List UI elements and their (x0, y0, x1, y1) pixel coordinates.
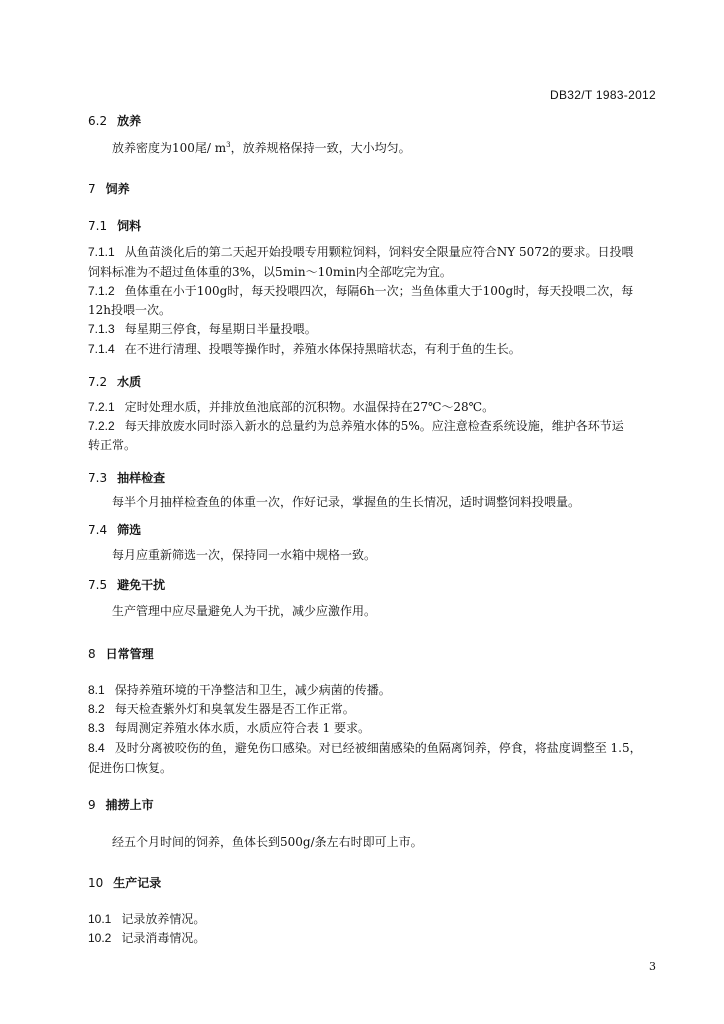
clause-number: 7.1.1 (88, 245, 115, 259)
section-title: 饲养 (105, 182, 130, 196)
paragraph-7-4: 每月应重新筛选一次，保持同一水箱中规格一致。 (112, 548, 377, 562)
clause-10-1 (88, 909, 658, 929)
clause-7-2-2-line1 (88, 416, 658, 436)
clause-number: 7.1.3 (88, 322, 115, 336)
section-title: 筛选 (117, 523, 142, 537)
clause-number: 7.1.4 (88, 342, 115, 356)
section-heading-7-4 (88, 521, 141, 538)
clause-text: 每周测定养殖水体水质，水质应符合表 1 要求。 (114, 721, 370, 735)
clause-8-2 (88, 699, 658, 719)
clause-text: 每星期三停食，每星期日半量投喂。 (124, 322, 317, 336)
section-number: 7.1 (88, 219, 108, 233)
clause-text: 及时分离被咬伤的鱼，避免伤口感染。对已经被细菌感染的鱼隔离饲养，停食，将盐度调整至 1.5， (114, 741, 642, 755)
clause-number: 7.2.2 (88, 419, 115, 433)
section-title: 捕捞上市 (105, 798, 154, 812)
section-number: 7.5 (88, 578, 108, 592)
clause-7-1-1-line1 (88, 242, 658, 262)
section-heading-7-3 (88, 469, 165, 486)
paragraph-text: ，放养规格保持一致，大小均匀。 (230, 141, 411, 155)
page-number: 3 (649, 960, 656, 973)
section-title: 生产记录 (113, 876, 162, 890)
clause-text: 鱼体重在小于100g时，每天投喂四次，每隔6h一次；当鱼体重大于100g时，每天投喂二次，每 (124, 284, 634, 298)
clause-number: 8.3 (88, 721, 105, 735)
section-title: 抽样检查 (117, 471, 166, 485)
clause-number: 8.2 (88, 702, 105, 716)
clause-7-1-3 (88, 319, 658, 339)
clause-10-2 (88, 928, 658, 948)
section-heading-7-1 (88, 217, 141, 234)
clause-number: 10.1 (88, 912, 112, 926)
clause-text: 记录放养情况。 (121, 912, 206, 926)
clause-text: 在不进行清理、投喂等操作时，养殖水体保持黑暗状态，有利于鱼的生长。 (124, 342, 521, 356)
clause-number: 10.2 (88, 931, 112, 945)
clause-text: 每天排放废水同时添入新水的总量约为总养殖水体的5%。应注意检查系统设施，维护各环节运 (124, 419, 624, 433)
section-title: 日常管理 (105, 647, 154, 661)
clause-8-1 (88, 680, 658, 700)
clause-8-3 (88, 718, 658, 738)
section-title: 避免干扰 (117, 578, 166, 592)
section-heading-7-2 (88, 373, 141, 390)
paragraph-7-5: 生产管理中应尽量避免人为干扰，减少应激作用。 (112, 604, 377, 618)
clause-7-2-2-line2: 转正常。 (88, 438, 137, 452)
clause-8-4-line2: 促进伤口恢复。 (88, 761, 173, 775)
section-heading-7 (88, 180, 130, 197)
clause-7-2-1 (88, 397, 658, 417)
standard-code: DB32/T 1983-2012 (550, 88, 656, 102)
section-heading-8 (88, 645, 154, 662)
section-title: 饲料 (117, 219, 142, 233)
clause-8-4-line1 (88, 738, 658, 758)
clause-text: 记录消毒情况。 (121, 931, 206, 945)
clause-text: 每天检查紫外灯和臭氧发生器是否工作正常。 (114, 702, 355, 716)
section-heading-7-5 (88, 576, 165, 593)
clause-text: 从鱼苗淡化后的第二天起开始投喂专用颗粒饲料，饲料安全限量应符合NY 5072的要求。日投喂 (124, 245, 634, 259)
section-heading-9 (88, 796, 154, 813)
section-number: 7.3 (88, 471, 108, 485)
paragraph-7-3: 每半个月抽样检查鱼的体重一次，作好记录，掌握鱼的生长情况，适时调整饲料投喂量。 (112, 495, 581, 509)
section-number: 9 (88, 798, 96, 812)
section-heading-10 (88, 874, 161, 891)
superscript: 3 (226, 141, 231, 149)
paragraph-text: 放养密度为100尾/ m (112, 141, 227, 155)
clause-number: 8.4 (88, 741, 105, 755)
clause-text: 保持养殖环境的干净整洁和卫生，减少病菌的传播。 (114, 683, 391, 697)
paragraph-6-2 (112, 138, 682, 158)
section-title: 放养 (117, 114, 142, 128)
clause-number: 7.2.1 (88, 400, 115, 414)
clause-number: 8.1 (88, 683, 105, 697)
section-number: 7.4 (88, 523, 108, 537)
section-number: 7.2 (88, 375, 108, 389)
clause-7-1-4 (88, 339, 658, 359)
section-number: 6.2 (88, 114, 108, 128)
clause-7-1-1-line2: 饲料标准为不超过鱼体重的3%，以5min～10min内全部吃完为宜。 (88, 265, 452, 279)
section-number: 7 (88, 182, 96, 196)
section-number: 8 (88, 647, 96, 661)
clause-7-1-2-line2: 12h投喂一次。 (88, 303, 171, 317)
section-number: 10 (88, 876, 104, 890)
clause-number: 7.1.2 (88, 284, 115, 298)
section-title: 水质 (117, 375, 142, 389)
paragraph-9: 经五个月时间的饲养，鱼体长到500g/条左右时即可上市。 (112, 835, 423, 849)
clause-7-1-2-line1 (88, 281, 658, 301)
section-heading-6-2 (88, 112, 141, 129)
clause-text: 定时处理水质，并排放鱼池底部的沉积物。水温保持在27℃～28℃。 (124, 400, 495, 414)
